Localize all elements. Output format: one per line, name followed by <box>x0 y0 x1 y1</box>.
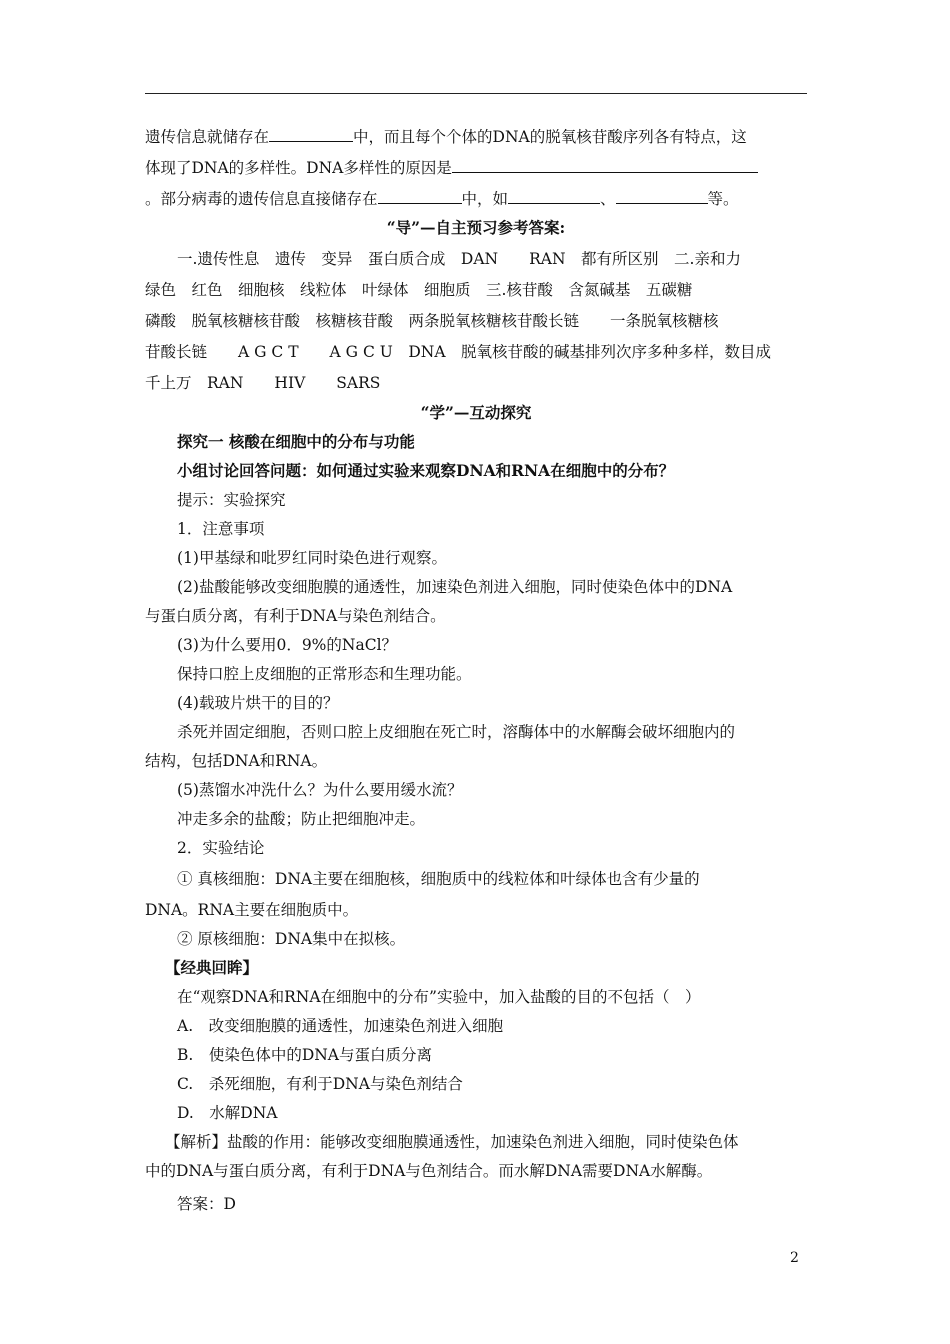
header-rule <box>145 93 807 94</box>
option-a: A. 改变细胞膜的通透性，加速染色剂进入细胞 <box>177 1017 504 1035</box>
analysis-text-cont: 中的DNA与蛋白质分离，有利于DNA与色剂结合。而水解DNA需要DNA水解酶。 <box>145 1162 713 1180</box>
list-heading: 2．实验结论 <box>177 839 265 857</box>
option-d: D. 水解DNA <box>177 1104 278 1122</box>
fill-blank <box>508 188 600 204</box>
answer-line: 一.遗传性息 遗传 变异 蛋白质合成 DAN RAN 都有所区别 二.亲和力 <box>177 250 741 268</box>
fill-blank <box>269 126 353 142</box>
answer-line: 磷酸 脱氧核糖核苷酸 核糖核苷酸 两条脱氧核糖核苷酸长链 一条脱氧核糖核 <box>145 312 719 330</box>
list-item: (4)载玻片烘干的目的？ <box>177 694 339 712</box>
text-fragment: 、 <box>600 190 616 208</box>
fill-blank <box>378 188 462 204</box>
list-item-answer: 冲走多余的盐酸；防止把细胞冲走。 <box>177 810 426 828</box>
page-number: 2 <box>790 1250 799 1266</box>
list-item-answer: 杀死并固定细胞，否则口腔上皮细胞在死亡时，溶酶体中的水解酶会破坏细胞内的 <box>177 723 736 741</box>
list-item: (2)盐酸能够改变细胞膜的通透性，加速染色剂进入细胞，同时使染色体中的DNA <box>177 578 733 596</box>
conclusion-item-cont: DNA。RNA主要在细胞质中。 <box>145 901 359 919</box>
analysis-text: 【解析】盐酸的作用：能够改变细胞膜通透性，加速染色剂进入细胞，同时使染色体 <box>165 1133 739 1151</box>
review-heading: 【经典回眸】 <box>165 958 259 977</box>
answer-line: 千上万 RAN HIV SARS <box>145 374 381 392</box>
answer-text: 答案：D <box>177 1195 236 1213</box>
answer-line: 绿色 红色 细胞核 线粒体 叶绿体 细胞质 三.核苷酸 含氮碱基 五碳糖 <box>145 281 693 299</box>
text-fragment: 等。 <box>707 190 739 208</box>
list-item-answer-cont: 结构，包括DNA和RNA。 <box>145 752 328 770</box>
option-c: C. 杀死细胞，有利于DNA与染色剂结合 <box>177 1075 463 1093</box>
subsection-heading: 探究一 核酸在细胞中的分布与功能 <box>177 432 415 451</box>
text-fragment: 中，如 <box>461 190 509 208</box>
text-fragment: 体现了DNA的多样性。DNA多样性的原因是 <box>145 159 452 177</box>
text-fragment: 遗传信息就储存在 <box>145 128 270 146</box>
option-b: B. 使染色体中的DNA与蛋白质分离 <box>177 1046 433 1064</box>
section-heading: “导”—自主预习参考答案: <box>386 218 566 237</box>
answer-line: 苷酸长链 A G C T A G C U DNA 脱氧核苷酸的碱基排列次序多种多样，数目成 <box>145 343 772 361</box>
question-stem: 在“观察DNA和RNA在细胞中的分布”实验中，加入盐酸的目的不包括（ ） <box>177 988 701 1006</box>
conclusion-item: ② 原核细胞：DNA集中在拟核。 <box>177 930 406 948</box>
list-item: (3)为什么要用0．9%的NaCl？ <box>177 636 398 654</box>
text-fragment: 。部分病毒的遗传信息直接储存在 <box>145 190 378 208</box>
text-line <box>145 157 807 179</box>
text-fragment: 中，而且每个个体的DNA的脱氧核苷酸序列各有特点，这 <box>353 128 747 146</box>
list-item-cont: 与蛋白质分离，有利于DNA与染色剂结合。 <box>145 607 446 625</box>
list-item: (1)甲基绿和吡罗红同时染色进行观察。 <box>177 549 447 567</box>
text-line <box>145 188 807 210</box>
fill-blank <box>452 157 758 173</box>
hint-text: 提示：实验探究 <box>177 491 286 509</box>
discussion-question: 小组讨论回答问题：如何通过实验来观察DNA和RNA在细胞中的分布？ <box>177 461 675 480</box>
section-heading: “学”—互动探究 <box>420 403 532 422</box>
conclusion-item: ① 真核细胞：DNA主要在细胞核，细胞质中的线粒体和叶绿体也含有少量的 <box>177 870 700 888</box>
list-item: (5)蒸馏水冲洗什么？为什么要用缓水流？ <box>177 781 463 799</box>
list-heading: 1．注意事项 <box>177 520 265 538</box>
fill-blank <box>616 188 708 204</box>
list-item-answer: 保持口腔上皮细胞的正常形态和生理功能。 <box>177 665 472 683</box>
text-line <box>145 126 807 148</box>
